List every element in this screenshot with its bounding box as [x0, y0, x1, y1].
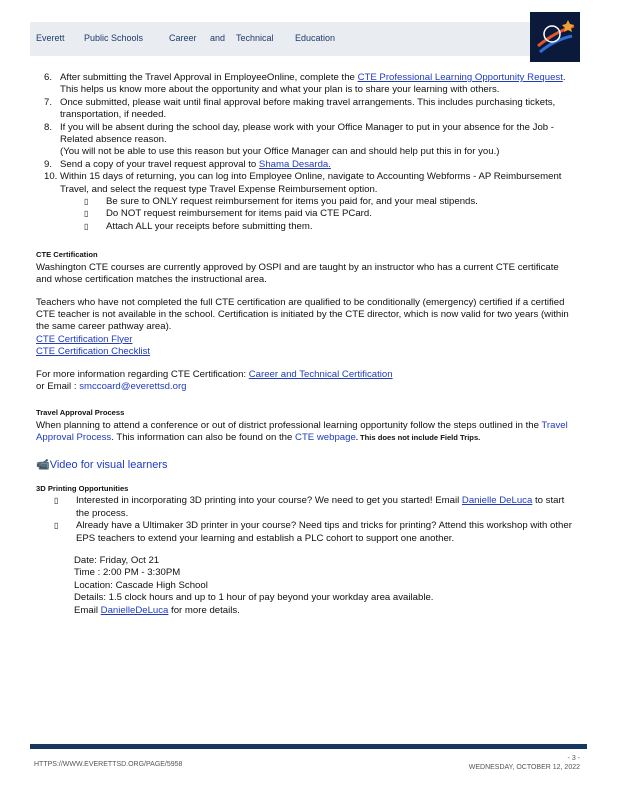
list-item: ▯ Interested in incorporating 3D printing into your course? We need to get you started! Email Danielle DeLuca to start the process. [54, 495, 565, 519]
header-word: Everett [36, 33, 65, 43]
header-word: Public Schools [84, 33, 144, 43]
career-technical-certification-link[interactable]: Career and Technical Certification [248, 368, 393, 380]
3d-printing-heading: 3D Printing Opportunities [36, 483, 129, 493]
printing-bullets [36, 495, 576, 545]
reimbursement-bullets [36, 196, 576, 233]
email-address[interactable]: smccoard@everettsd.org [79, 380, 187, 392]
list-item: ▯ Already have a Ultimaker 3D printer in your course? Need tips and tricks for printing? Attend this workshop with other EPS teachers to extend your learning and establish a PLC cohort to support one another. [54, 520, 572, 544]
list-item: 10. Within 15 days of returning, you can log into Employee Online, navigate to Accounting Webforms - AP Reimbursement Travel, and select the request type Travel Expense Reimbursement option. [44, 171, 562, 195]
header-word: Education [295, 33, 336, 43]
cte-cert-paragraph: Teachers who have not completed the full CTE certification are qualified to be conditionally (emergency) certified if a certified CTE teacher is not available in the school. Certification is initiated by the CTE director, which is now valid for two years (within the same career pathway area). [36, 296, 569, 333]
cte-pl-request-link[interactable]: CTE Professional Learning Opportunity Request [357, 72, 563, 83]
list-item: 6. After submitting the Travel Approval in EmployeeOnline, complete the CTE Professional Learning Opportunity Request. This helps us know more about the opportunity and what your plan is to share your learning with others. [44, 72, 566, 96]
cte-certification-flyer-link[interactable]: CTE Certification Flyer [36, 333, 133, 345]
list-item: ▯ Be sure to ONLY request reimbursement for items you paid for, and your meal stipends. [84, 196, 478, 208]
travel-approval-process-link[interactable]: Travel Approval Process [36, 419, 568, 444]
list-item: ▯ Do NOT request reimbursement for items paid via CTE PCard. [84, 208, 372, 220]
footer-url: HTTPS://WWW.EVERETTSD.ORG/PAGE/5958 [34, 761, 183, 768]
video-link[interactable]: Video for visual learners [49, 458, 168, 471]
footer-bar [30, 744, 587, 749]
cte-cert-paragraph: Washington CTE courses are currently approved by OSPI and are taught by an instructor who has a current CTE certificate and whose certification matches the instructional area. [36, 261, 559, 286]
page-number: - 3 - [567, 755, 580, 762]
travel-paragraph: When planning to attend a conference or out of district professional learning opportunity follow the steps outlined in the Travel Approval Process. This information can also be found on the CTE webpage. This does not include Field Trips. [36, 419, 568, 444]
header-word: Career [169, 33, 197, 43]
list-item: ▯ Attach ALL your receipts before submitting them. [84, 220, 313, 232]
danielle-deluca-link[interactable]: Danielle DeLuca [461, 495, 533, 507]
travel-approval-heading: Travel Approval Process [36, 408, 125, 418]
video-camera-icon: 📹 [36, 458, 50, 471]
page-body: 6. After submitting the Travel Approval in EmployeeOnline, complete the CTE Professional Learning Opportunity Request. This helps us know more about the opportunity and what your plan is to share your learning with others. 7. Once submitted, please wait until final approval before making travel arrangements. This includes purchasing tickets, transportation, if needed. 8. If you will be absent during the school day, please work with your Office Manager to put in your absence for the Job -Related absence reason. (You will not be able to use this reason but your Office Manager can and should help put this in for you.) 9. Send a copy of your travel request approval to Shama Desarda. 10. Within 15 days of returning, you can log into Employee Online, navigate to Accounting Webforms - AP Reimbursement Travel, and select the request type Travel Expense Reimbursement option. ▯ Be sure to ONLY request reimbursement for items you paid for, and your meal stipends. ▯ Do NOT request reimbursement for items paid via CTE PCard. ▯ Attach ALL your receipts before submitting them. CTE Certification Washington CTE courses are currently approved by OSPI and are taught by an instructor who has a current CTE certificate and whose certification matches the instructional area. Teachers who have not completed the full CTE certification are qualified to be conditionally (emergency) certified if a certified CTE teacher is not available in the school. Certification is initiated by the CTE director, which is now valid for two years (within the same career pathway area). CTE Certification Flyer CTE Certification Checklist For more information regarding CTE Certification: Career and Technical Certification or Email : smccoard@everettsd.org Travel Approval Process When planning to attend a conference or out of district professional learning opportunity follow the steps outlined in the Travel Approval Process. This information can also be found on the CTE webpage. This does not include Field Trips. 📹Video for visual learners 3D Printing Opportunities ▯ Interested in incorporating 3D printing into your course? We need to get you started! Email Danielle DeLuca to start the process. ▯ Already have a Ultimaker 3D printer in your course? Need tips and tricks for printing? Attend this workshop with other EPS teachers to extend your learning and establish a PLC cohort to support one another. Date: Friday, Oct 21 Time : 2:00 PM - 3:30PM Location: Cascade High School Details: 1.5 clock hours and up to 1 hour of pay beyond your workday area available. Email DanielleDeLuca for more details. [36, 72, 576, 617]
cte-webpage-link[interactable]: CTE webpage [295, 432, 356, 444]
danielle-deluca-email-link[interactable]: DanielleDeLuca [100, 604, 169, 616]
steps-list [36, 72, 576, 196]
header-word: Technical [236, 33, 274, 43]
footer-date: WEDNESDAY, OCTOBER 12, 2022 [468, 764, 580, 771]
list-item: 9. Send a copy of your travel request approval to Shama Desarda. [44, 158, 331, 170]
shama-desarda-link[interactable]: Shama Desarda. [258, 158, 331, 170]
cte-certification-checklist-link[interactable]: CTE Certification Checklist [36, 346, 151, 358]
list-item: 7. Once submitted, please wait until final approval before making travel arrangements. This includes purchasing tickets, transportation, if needed. [44, 96, 556, 121]
header-word: and [210, 33, 226, 43]
list-item: 8. If you will be absent during the school day, please work with your Office Manager to put in your absence for the Job -Related absence reason. (You will not be able to use this reason but your Office Manager can and should help put this in for you.) [44, 121, 554, 158]
page-header [30, 22, 530, 56]
event-details: Date: Friday, Oct 21 Time : 2:00 PM - 3:30PM Location: Cascade High School Details: 1.5 clock hours and up to 1 hour of pay beyond your workday area available. Email DanielleDeLuca for more details. [74, 555, 434, 616]
district-logo [530, 12, 580, 62]
cte-certification-heading: CTE Certification [36, 250, 98, 260]
